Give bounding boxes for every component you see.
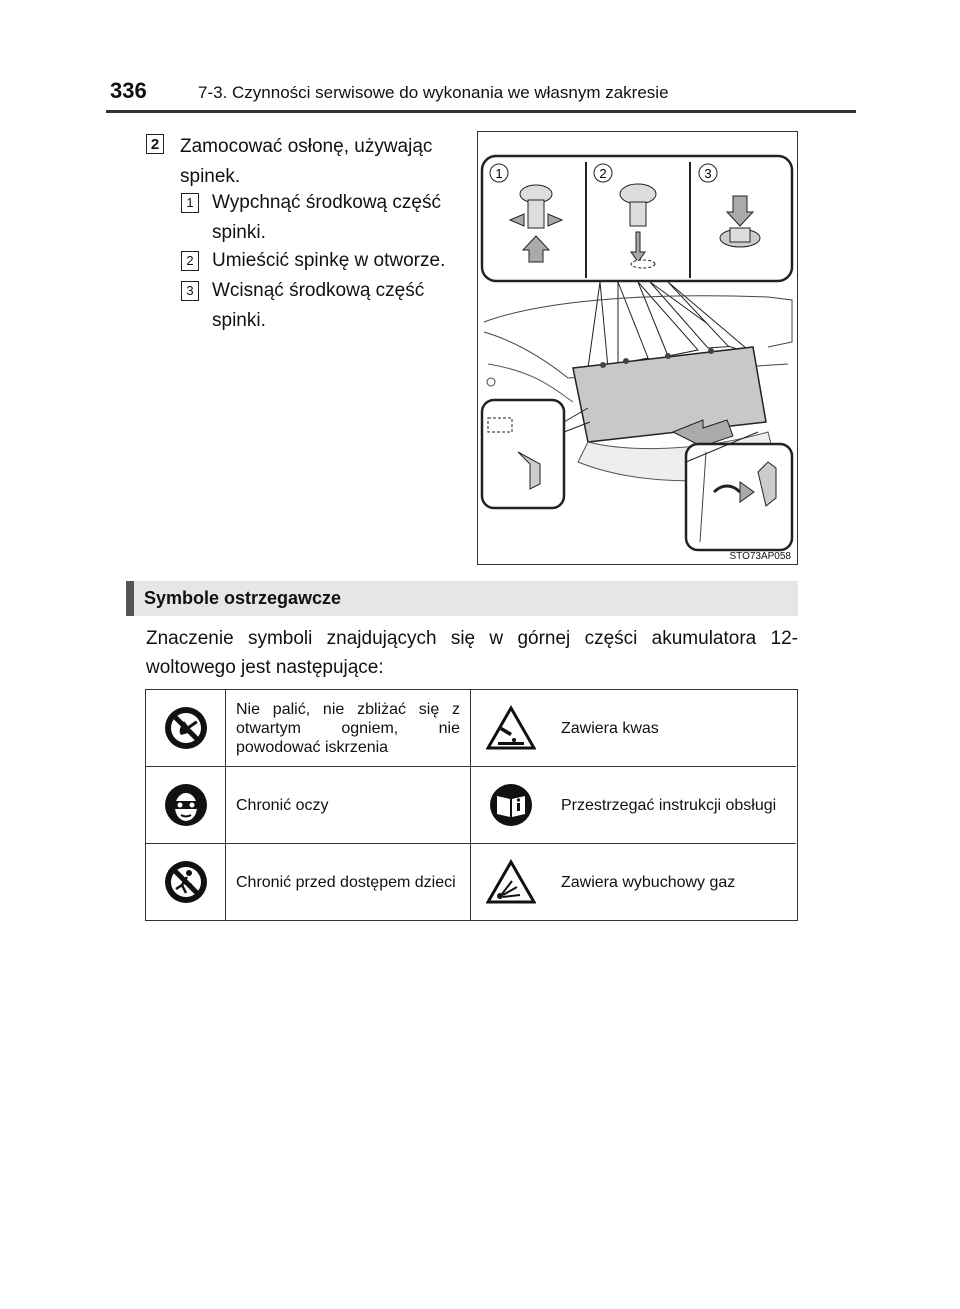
page-header bbox=[0, 0, 960, 110]
substep-number: 1 bbox=[181, 193, 199, 213]
warning-symbols-table bbox=[145, 689, 798, 921]
section-title: 7-3. Czynności serwisowe do wykonania we własnym zakresie bbox=[198, 83, 669, 102]
callout-1: 1 bbox=[495, 166, 503, 181]
callout-2: 2 bbox=[599, 166, 607, 181]
symbol-description: Chronić przed dostępem dzieci bbox=[226, 844, 471, 920]
eye-protection-icon bbox=[146, 767, 226, 843]
header-divider bbox=[106, 110, 856, 113]
substep-text: Wypchnąć środkową część spinki. bbox=[212, 192, 441, 243]
callout-3: 3 bbox=[704, 166, 712, 181]
illustration-drawing bbox=[478, 132, 796, 563]
symbol-description: Przestrzegać instrukcji obsługi bbox=[561, 796, 777, 814]
step-number-badge: 2 bbox=[146, 134, 164, 154]
table-row bbox=[146, 690, 796, 767]
symbol-description: Zawiera wybuchowy gaz bbox=[561, 873, 736, 891]
section-banner bbox=[126, 581, 798, 616]
page-number: 336 bbox=[110, 78, 147, 103]
substep-number: 2 bbox=[181, 251, 199, 271]
step-instruction: Zamocować osłonę, używając spinek. bbox=[180, 136, 433, 187]
substep-number: 3 bbox=[181, 281, 199, 301]
keep-away-children-icon bbox=[146, 844, 226, 920]
symbol-description: Nie palić, nie zbliżać się z otwartym ogniem, nie powodować iskrzenia bbox=[226, 690, 471, 766]
clip-installation-illustration bbox=[477, 131, 798, 565]
symbol-description: Zawiera kwas bbox=[561, 719, 659, 737]
substep-text: Umieścić spinkę w otworze. bbox=[212, 250, 446, 271]
read-manual-icon bbox=[471, 767, 551, 843]
symbol-description: Chronić oczy bbox=[226, 767, 471, 843]
no-fire-icon bbox=[146, 690, 226, 766]
banner-title: Symbole ostrzegawcze bbox=[144, 588, 342, 608]
figure-code: STO73AP058 bbox=[729, 551, 791, 562]
warnings-intro: Znaczenie symboli znajdujących się w górnej części akumulatora 12-woltowego jest następujące: bbox=[146, 628, 798, 678]
acid-warning-icon bbox=[471, 690, 551, 766]
table-row bbox=[146, 767, 796, 844]
table-row bbox=[146, 844, 796, 921]
substep-text: Wcisnąć środkową część spinki. bbox=[212, 280, 425, 331]
explosive-gas-icon bbox=[471, 844, 551, 920]
